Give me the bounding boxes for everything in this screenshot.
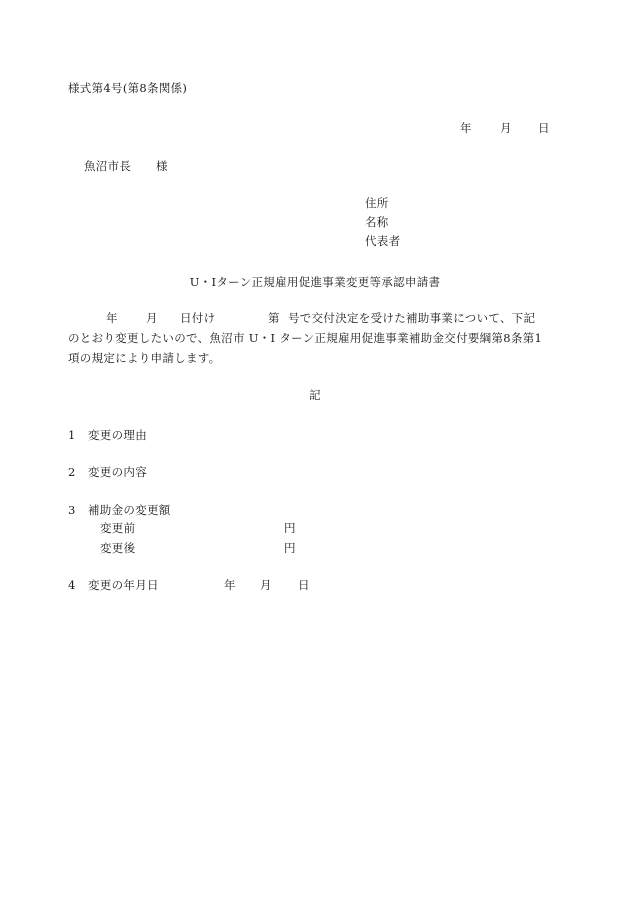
item-number: 3 bbox=[68, 503, 76, 517]
applicant-name-label: 名称 bbox=[365, 215, 389, 229]
item-label: 変更の理由 bbox=[88, 428, 147, 442]
date-day-label: 日 bbox=[538, 121, 550, 135]
applicant-address-label: 住所 bbox=[365, 196, 389, 210]
effective-day: 日 bbox=[298, 578, 310, 592]
form-number: 様式第4号(第8条関係) bbox=[68, 81, 188, 95]
body-dai: 第 bbox=[268, 311, 280, 325]
effective-month: 月 bbox=[260, 578, 272, 592]
amount-before-label: 変更前 bbox=[100, 521, 136, 535]
body-line-3: 項の規定により申請します。 bbox=[68, 351, 221, 365]
item-label: 補助金の変更額 bbox=[88, 503, 171, 517]
addressee-honorific: 様 bbox=[156, 159, 168, 173]
item-number: 4 bbox=[68, 578, 76, 592]
item-number: 2 bbox=[68, 465, 76, 479]
date-month-label: 月 bbox=[500, 121, 512, 135]
item-label: 変更の内容 bbox=[88, 465, 147, 479]
ki-heading: 記 bbox=[309, 388, 321, 402]
body-month: 月 bbox=[146, 311, 158, 325]
applicant-representative-label: 代表者 bbox=[365, 234, 401, 248]
amount-after-yen: 円 bbox=[284, 541, 296, 555]
item-label: 変更の年月日 bbox=[88, 578, 159, 592]
addressee-name: 魚沼市長 bbox=[84, 159, 132, 173]
effective-year: 年 bbox=[224, 578, 236, 592]
amount-after-label: 変更後 bbox=[100, 541, 136, 555]
date-year-label: 年 bbox=[460, 121, 472, 135]
body-year: 年 bbox=[106, 311, 118, 325]
document-title: U・Iターン正規雇用促進事業変更等承認申請書 bbox=[189, 275, 441, 289]
amount-before-yen: 円 bbox=[284, 521, 296, 535]
item-number: 1 bbox=[68, 428, 76, 442]
body-line-2: のとおり変更したいので、魚沼市 U・I ターン正規雇用促進事業補助金交付要綱第8条第1 bbox=[68, 331, 543, 345]
body-day-dated: 日付け bbox=[180, 311, 216, 325]
addressee bbox=[84, 159, 168, 173]
body-line-1-rest: 号で交付決定を受けた補助事業について、下記 bbox=[288, 311, 536, 325]
